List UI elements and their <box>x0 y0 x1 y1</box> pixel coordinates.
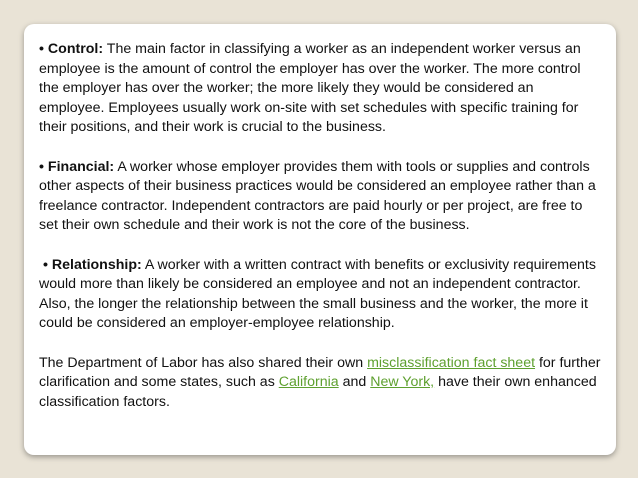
control-label: Control: <box>47 41 104 57</box>
dol-text-4: have their own enhanced classification factors. <box>39 374 597 410</box>
paragraph-control <box>39 40 602 138</box>
relationship-text: A worker with a written contract with benefits or exclusivity requirements would more than likely be considered an employee and not an independent contractor. Also, the longer the relationship between the small business and the worker, the more it could be considered an employer-employee relationship. <box>39 256 596 331</box>
financial-label: Financial: <box>47 158 115 175</box>
dol-text-3: and <box>338 374 371 390</box>
misclassification-fact-sheet-link[interactable]: misclassification fact sheet <box>367 354 536 371</box>
relationship-bullet: • <box>39 256 48 273</box>
financial-bullet: • <box>39 158 44 175</box>
control-text: The main factor in classifying a worker as an independent worker versus an employee is the amount of control the employer has over the worker. The more control the employer has over the worker; the more likely they would be considered an employee. Employees usually work on-site with set schedules with specific training for their positions, and their work is crucial to the business. <box>39 41 581 135</box>
paragraph-financial <box>39 158 602 236</box>
paragraph-relationship <box>39 256 602 334</box>
california-link[interactable]: California <box>278 374 339 390</box>
paragraph-dol <box>39 354 602 413</box>
relationship-label: Relationship: <box>51 256 142 273</box>
financial-text: A worker whose employer provides them with tools or supplies and controls other aspects of their business practices would be considered an employee rather than a freelance contractor. Independent contractors are paid hourly or per project, are free to set their own schedule and their work is not the core of the business. <box>39 158 596 233</box>
control-bullet: • <box>39 41 44 57</box>
dol-text-2: for further clarification and some states, such as <box>39 354 601 390</box>
slide-card <box>24 24 616 455</box>
new-york-link[interactable]: New York, <box>370 374 435 390</box>
dol-text-1: The Department of Labor has also shared their own <box>39 354 368 371</box>
